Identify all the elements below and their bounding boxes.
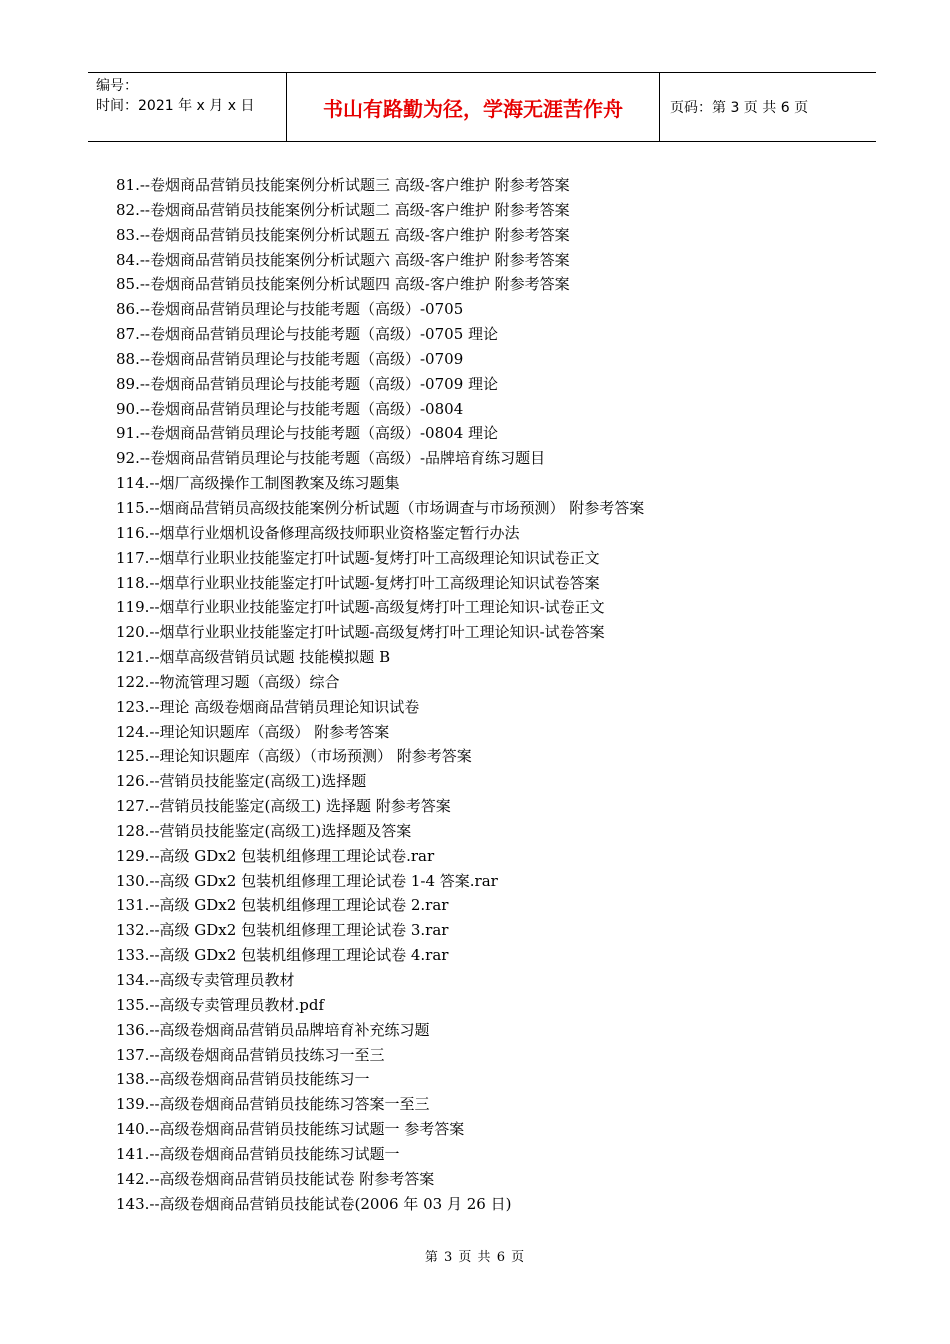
list-item: 141.--高级卷烟商品营销员技能练习试题一 (116, 1144, 400, 1163)
page-header (88, 72, 876, 142)
list-item: 91.--卷烟商品营销员理论与技能考题（高级）-0804 理论 (116, 424, 499, 443)
list-item: 119.--烟草行业职业技能鉴定打叶试题-高级复烤打叶工理论知识-试卷正文 (116, 598, 605, 617)
list-item: 122.--物流管理习题（高级）综合 (116, 672, 340, 691)
page-footer: 第 3 页 共 6 页 (424, 1250, 526, 1265)
list-item: 138.--高级卷烟商品营销员技能练习一 (116, 1070, 370, 1089)
list-item: 139.--高级卷烟商品营销员技能练习答案一至三 (116, 1095, 430, 1114)
list-item: 127.--营销员技能鉴定(高级工) 选择题 附参考答案 (116, 797, 451, 816)
list-item: 118.--烟草行业职业技能鉴定打叶试题-复烤打叶工高级理论知识试卷答案 (116, 573, 600, 592)
document-time-label: 时间：2021 年 x 月 x 日 (96, 98, 255, 114)
list-item: 134.--高级专卖管理员教材 (116, 971, 295, 989)
list-item: 133.--高级 GDx2 包装机组修理工理论试卷 4.rar (116, 946, 449, 965)
list-item: 83.--卷烟商品营销员技能案例分析试题五 高级-客户维护 附参考答案 (116, 225, 570, 244)
list-item: 88.--卷烟商品营销员理论与技能考题（高级）-0709 (116, 349, 464, 368)
list-item: 135.--高级专卖管理员教材.pdf (116, 995, 325, 1014)
header-motto: 书山有路勤为径，学海无涯苦作舟 (286, 73, 660, 141)
list-item: 92.--卷烟商品营销员理论与技能考题（高级）-品牌培育练习题目 (116, 449, 546, 468)
list-item: 140.--高级卷烟商品营销员技能练习试题一 参考答案 (116, 1120, 465, 1139)
list-item: 86.--卷烟商品营销员理论与技能考题（高级）-0705 (116, 300, 464, 319)
list-item: 81.--卷烟商品营销员技能案例分析试题三 高级-客户维护 附参考答案 (116, 176, 570, 194)
list-item: 125.--理论知识题库（高级）（市场预测） 附参考答案 (116, 747, 472, 766)
list-item: 114.--烟厂高级操作工制图教案及练习题集 (116, 474, 400, 493)
list-item: 143.--高级卷烟商品营销员技能试卷(2006 年 03 月 26 日) (116, 1194, 512, 1213)
header-meta (88, 73, 286, 141)
list-item: 142.--高级卷烟商品营销员技能试卷 附参考答案 (116, 1169, 435, 1188)
document-number-label: 编号： (96, 78, 138, 94)
list-item: 121.--烟草高级营销员试题 技能模拟题 B (116, 648, 391, 667)
list-item: 128.--营销员技能鉴定(高级工)选择题及答案 (116, 821, 412, 840)
list-item: 132.--高级 GDx2 包装机组修理工理论试卷 3.rar (116, 921, 449, 940)
header-page-number: 页码：第 3 页 共 6 页 (670, 100, 809, 116)
list-item: 84.--卷烟商品营销员技能案例分析试题六 高级-客户维护 附参考答案 (116, 250, 570, 269)
list-item: 126.--营销员技能鉴定(高级工)选择题 (116, 772, 367, 791)
list-item: 137.--高级卷烟商品营销员技练习一至三 (116, 1045, 385, 1064)
list-item: 123.--理论 高级卷烟商品营销员理论知识试卷 (116, 697, 420, 716)
list-item: 89.--卷烟商品营销员理论与技能考题（高级）-0709 理论 (116, 374, 499, 393)
list-item: 131.--高级 GDx2 包装机组修理工理论试卷 2.rar (116, 896, 449, 915)
list-item: 130.--高级 GDx2 包装机组修理工理论试卷 1-4 答案.rar (116, 871, 498, 890)
document-list (116, 173, 644, 1216)
list-item: 124.--理论知识题库（高级） 附参考答案 (116, 722, 390, 741)
list-item: 136.--高级卷烟商品营销员品牌培育补充练习题 (116, 1020, 430, 1039)
list-item: 87.--卷烟商品营销员理论与技能考题（高级）-0705 理论 (116, 325, 499, 344)
list-item: 129.--高级 GDx2 包装机组修理工理论试卷.rar (116, 846, 435, 865)
list-item: 90.--卷烟商品营销员理论与技能考题（高级）-0804 (116, 399, 464, 418)
list-item: 116.--烟草行业烟机设备修理高级技师职业资格鉴定暂行办法 (116, 523, 520, 542)
list-item: 115.--烟商品营销员高级技能案例分析试题（市场调查与市场预测） 附参考答案 (116, 498, 645, 517)
list-item: 117.--烟草行业职业技能鉴定打叶试题-复烤打叶工高级理论知识试卷正文 (116, 548, 600, 567)
list-item: 120.--烟草行业职业技能鉴定打叶试题-高级复烤打叶工理论知识-试卷答案 (116, 623, 605, 642)
list-item: 82.--卷烟商品营销员技能案例分析试题二 高级-客户维护 附参考答案 (116, 200, 570, 219)
list-item: 85.--卷烟商品营销员技能案例分析试题四 高级-客户维护 附参考答案 (116, 275, 570, 294)
